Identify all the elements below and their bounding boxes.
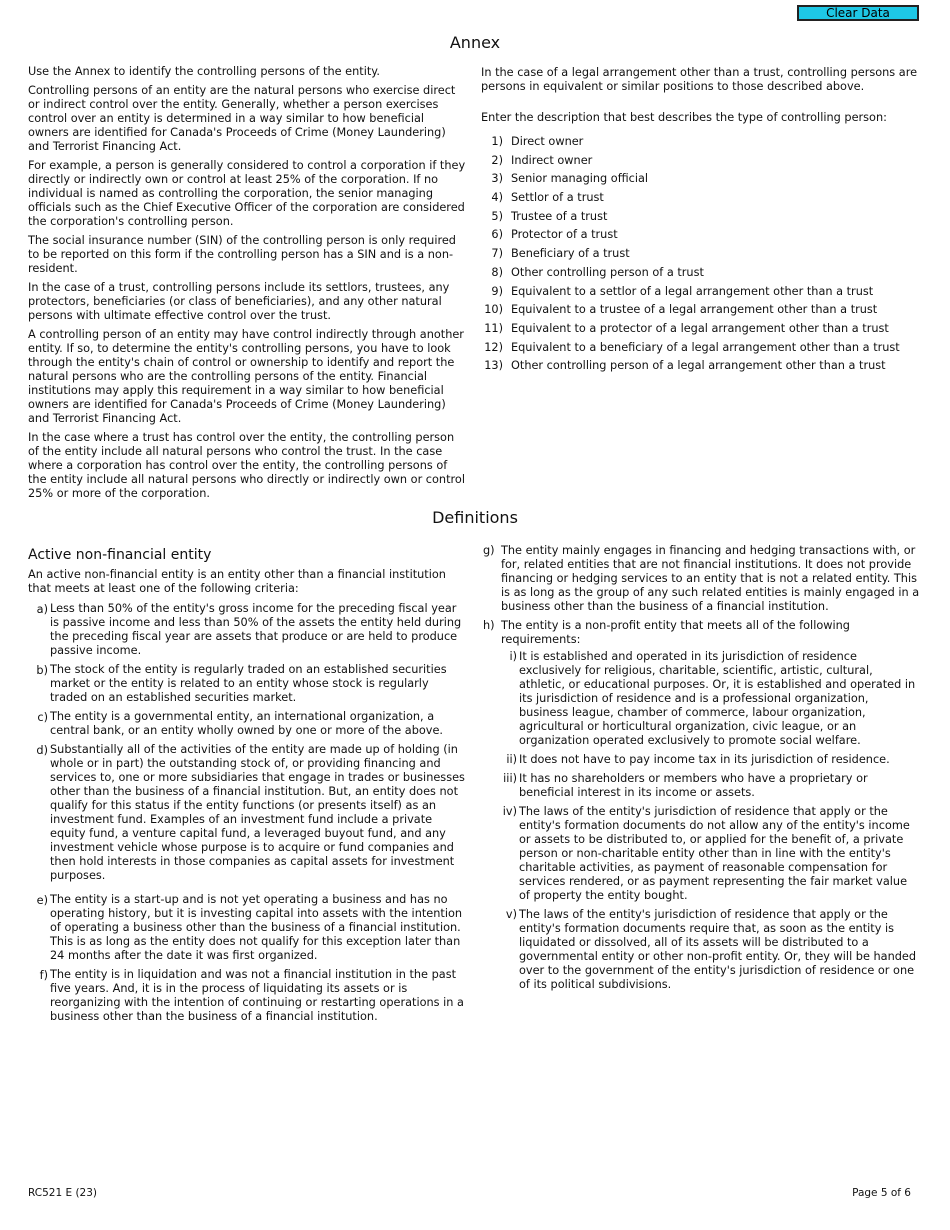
list-item-label: Indirect owner	[511, 153, 593, 167]
annex-left-column	[28, 65, 468, 506]
form-code: RC521 E (23)	[28, 1187, 98, 1199]
list-item-number: 1)	[491, 135, 503, 148]
list-item-text: The laws of the entity's jurisdiction of residence that apply or the entity's formation documents do not allow any of the entity's income or assets to be distributed to, or applied for the benefit of, a private person or non-charitable entity other than in line with the entity's charitable activities, as payment of reasonable compensation for services rendered, or as payment representing the fair market value of property the entity bought.	[519, 805, 910, 902]
list-item-label: c)	[37, 711, 48, 724]
list-item	[481, 154, 926, 173]
list-item-label: Protector of a trust	[511, 228, 618, 242]
list-item-number: 6)	[491, 228, 503, 242]
annex-paragraph: The social insurance number (SIN) of the controlling person is only required to be reported on this form if the controlling person has a SIN and is a non-resident.	[28, 234, 456, 275]
list-item	[483, 650, 921, 748]
list-item-number: 10)	[484, 303, 503, 317]
list-item	[481, 191, 926, 210]
list-item	[483, 772, 921, 800]
list-item-text: The entity is a non-profit entity that meets all of the following requirements:	[501, 619, 850, 646]
list-item-number: 9)	[491, 284, 503, 298]
list-item-label: Senior managing official	[511, 172, 649, 186]
list-item	[28, 602, 468, 658]
list-item-label: a)	[36, 603, 48, 616]
list-item	[481, 210, 926, 229]
list-item-text: It does not have to pay income tax in its jurisdiction of residence.	[519, 753, 890, 766]
annex-instruction: Enter the description that best describes the type of controlling person:	[481, 111, 887, 124]
list-item	[481, 172, 926, 191]
list-item	[483, 753, 921, 767]
criteria-list	[28, 602, 468, 1024]
list-item	[28, 710, 468, 738]
list-item	[481, 303, 926, 322]
list-item-number: 2)	[491, 153, 503, 167]
list-item-label: b)	[36, 664, 48, 677]
list-item	[481, 285, 926, 304]
list-item-number: 13)	[484, 359, 503, 373]
list-item	[481, 341, 926, 360]
definitions-intro: An active non-financial entity is an entity other than a financial institution that meets at least one of the following criteria:	[28, 568, 446, 595]
list-item-label: ii)	[506, 753, 517, 766]
annex-title: Annex	[449, 33, 501, 52]
list-item-label: Equivalent to a protector of a legal arrangement other than a trust	[511, 321, 889, 335]
page-number: Page 5 of 6	[852, 1187, 911, 1199]
controlling-person-type-list	[481, 135, 926, 378]
clear-data-button[interactable]: Clear Data	[797, 5, 919, 21]
list-item-label: h)	[483, 619, 495, 632]
list-item-number: 3)	[491, 172, 503, 186]
list-item-number: 5)	[491, 209, 503, 223]
list-item	[483, 908, 921, 992]
list-item	[481, 266, 926, 285]
list-item	[483, 805, 921, 903]
annex-paragraph: Controlling persons of an entity are the natural persons who exercise direct or indirect control over the entity. Generally, whether a person exercises control over an entity is determined in a way similar to how beneficial owners are identified for Canada's Proceeds of Crime (Money Laundering) and Terrorist Financing Act.	[28, 84, 456, 153]
list-item-label: f)	[39, 969, 48, 982]
list-item	[481, 619, 921, 997]
annex-right-column	[481, 66, 926, 378]
list-item	[481, 247, 926, 266]
list-item-text: The entity is a start-up and is not yet operating a business and has no operating history, but it is investing capital into assets with the intention of operating a business other than the business of a financial institution. This is as long as the entity does not qualify for this exception later than 24 months after the date it was first organized.	[50, 893, 463, 962]
annex-paragraph: In the case of a trust, controlling persons include its settlors, trustees, any protectors, beneficiaries (or class of beneficiaries), and any other natural persons with ultimate effective control over the trust.	[28, 281, 450, 322]
list-item-text: Less than 50% of the entity's gross income for the preceding fiscal year is passive income and less than 50% of the assets the entity held during the preceding fiscal year are assets that produce or are held to produce passive income.	[50, 602, 462, 657]
list-item-label: Beneficiary of a trust	[511, 247, 630, 261]
list-item-label: Direct owner	[511, 135, 584, 148]
list-item-label: Trustee of a trust	[511, 209, 608, 223]
list-item	[481, 359, 926, 378]
active-nfe-heading: Active non-financial entity	[28, 547, 212, 563]
annex-paragraph: A controlling person of an entity may have control indirectly through another entity. If so, to determine the entity's controlling persons, you have to look through the entity's chain of control or ownership to identify and report the natural persons who are the controlling persons of the entity. Financial institutions may apply this requirement in a way similar to how beneficial owners are identified for Canada's Proceeds of Crime (Money Laundering) and Terrorist Financing Act.	[28, 328, 464, 425]
list-item-text: The entity mainly engages in financing and hedging transactions with, or for, related entities that are not financial institutions. It does not provide financing or hedging services to an entity that is not a related entity. This is as long as the group of any such related entities is mainly engaged in a business other than the business of a financial institution.	[501, 544, 920, 613]
list-item-label: i)	[509, 650, 517, 663]
definitions-left-column	[28, 546, 468, 1029]
list-item	[481, 322, 926, 341]
list-item-number: 11)	[484, 321, 503, 335]
list-item-text: The entity is a governmental entity, an international organization, a central bank, or an entity wholly owned by one or more of the above.	[50, 710, 444, 737]
annex-paragraph: Use the Annex to identify the controlling persons of the entity.	[28, 65, 380, 78]
list-item	[481, 135, 926, 154]
list-item-text: Substantially all of the activities of the entity are made up of holding (in whole or in part) the outstanding stock of, or providing financing and services to, one or more subsidiaries that engage in trades or businesses other than the business of a financial institution. But, an entity does not qualify for this status if the entity functions (or presents itself) as an investment fund. Examples of an investment fund include a private equity fund, a venture capital fund, a leveraged buyout fund, and any investment vehicle whose purpose is to acquire or fund companies and then hold interests in those companies as capital assets for investment purposes.	[50, 743, 465, 882]
annex-right-intro: In the case of a legal arrangement other than a trust, controlling persons are persons in equivalent or similar positions to those described above.	[481, 66, 918, 93]
list-item-label: d)	[36, 744, 48, 757]
list-item-label: e)	[36, 894, 48, 907]
annex-paragraph: For example, a person is generally considered to control a corporation if they directly or indirectly own or control at least 25% of the corporation. If no individual is named as controlling the corporation, the senior managing officials such as the Chief Executive Officer of the corporation are considered the corporation's controlling person.	[28, 159, 466, 228]
list-item-label: Equivalent to a settlor of a legal arrangement other than a trust	[511, 284, 874, 298]
list-item-label: Other controlling person of a trust	[511, 265, 704, 279]
list-item-number: 8)	[491, 265, 503, 279]
annex-paragraph: In the case where a trust has control over the entity, the controlling person of the entity include all natural persons who control the trust. In the case where a corporation has control over the entity, the controlling persons of the entity include all natural persons who directly or indirectly own or control 25% or more of the corporation.	[28, 431, 465, 500]
list-item-text: The stock of the entity is regularly traded on an established securities market or the entity is related to an entity whose stock is regularly traded on an established securities market.	[50, 663, 447, 704]
list-item-number: 7)	[491, 247, 503, 261]
list-item	[28, 743, 468, 883]
list-item-text: It has no shareholders or members who have a proprietary or beneficial interest in its income or assets.	[519, 772, 868, 799]
list-item-label: iv)	[502, 805, 517, 818]
criteria-list-continued	[481, 544, 921, 997]
list-item-text: The entity is in liquidation and was not a financial institution in the past five years. And, it is in the process of liquidating its assets or is reorganizing with the intention of continuing or restarting operations in a business other than the business of a financial institution.	[50, 968, 464, 1023]
list-item-text: The laws of the entity's jurisdiction of residence that apply or the entity's formation documents require that, as soon as the entity is liquidated or dissolved, all of its assets will be distributed to a governmental entity or other non-profit entity. Or, they will be handed over to the government of the entity's jurisdiction of residence or one of its political subdivisions.	[519, 908, 917, 991]
definitions-right-column	[481, 544, 921, 1002]
list-item	[28, 893, 468, 963]
list-item	[481, 544, 921, 614]
list-item	[28, 968, 468, 1024]
list-item-label: g)	[483, 544, 495, 557]
list-item-number: 4)	[491, 191, 503, 205]
list-item-label: Equivalent to a beneficiary of a legal arrangement other than a trust	[511, 340, 900, 354]
definitions-title: Definitions	[432, 508, 518, 527]
list-item	[28, 663, 468, 705]
list-item-number: 12)	[484, 340, 503, 354]
list-item-label: iii)	[503, 772, 517, 785]
list-item	[481, 228, 926, 247]
list-item-text: It is established and operated in its jurisdiction of residence exclusively for religious, charitable, scientific, artistic, cultural, athletic, or educational purposes. Or, it is established and operated in its jurisdiction of residence and is a professional organization, business league, chamber of commerce, labour organization, agricultural or horticultural organization, civic league, or an organization operated exclusively to promote social welfare.	[519, 650, 916, 747]
list-item-label: Settlor of a trust	[511, 191, 604, 205]
list-item-label: Other controlling person of a legal arrangement other than a trust	[511, 359, 886, 373]
list-item-label: Equivalent to a trustee of a legal arrangement other than a trust	[511, 303, 878, 317]
list-item-label: v)	[505, 908, 517, 921]
non-profit-requirements-list	[483, 650, 921, 992]
